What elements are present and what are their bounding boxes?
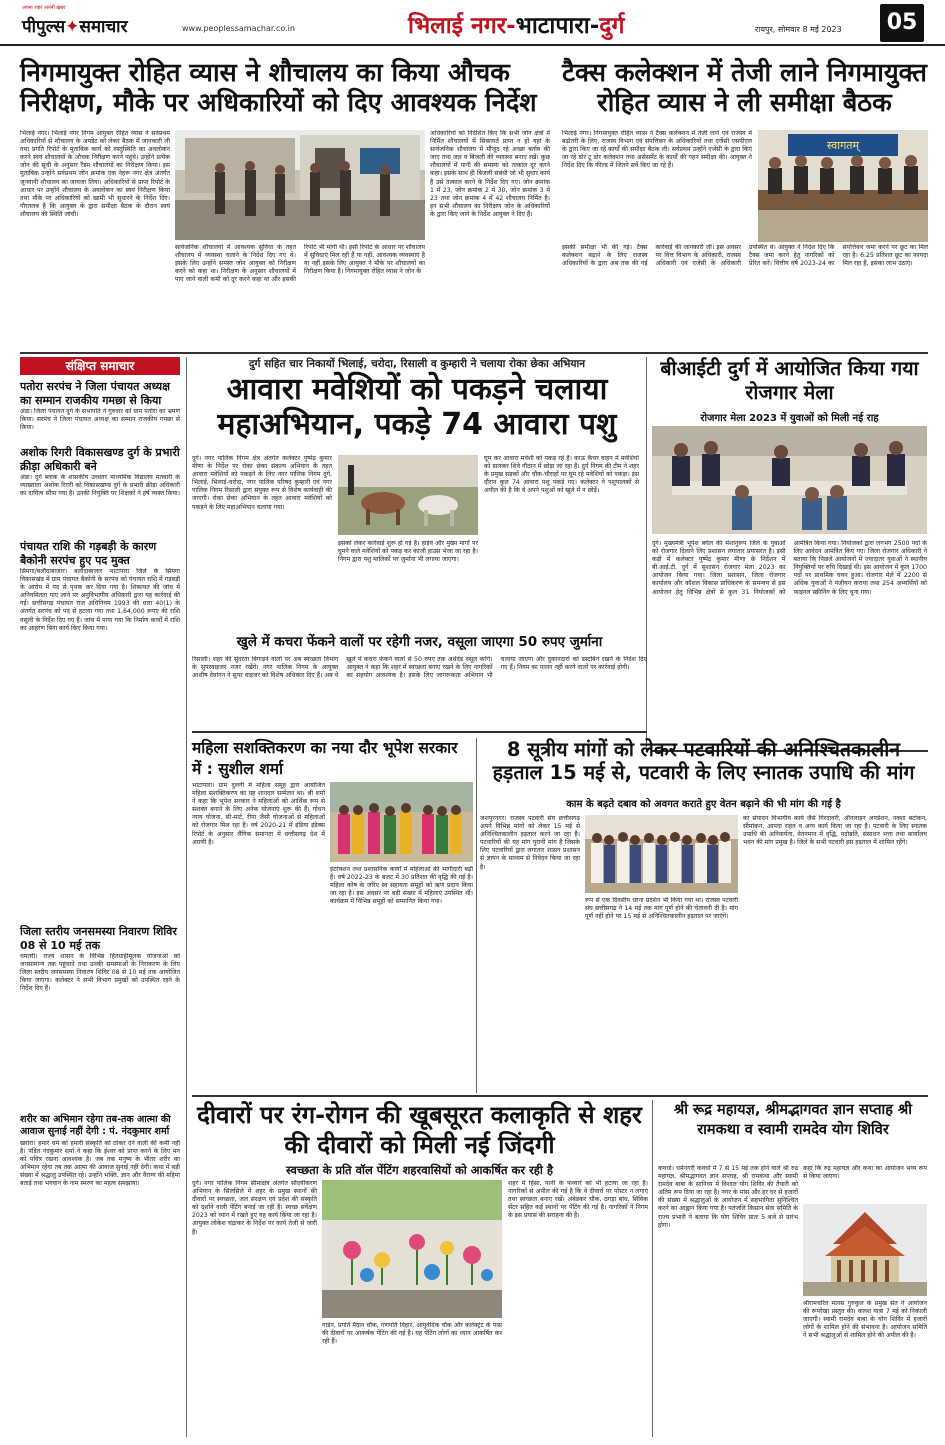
story8-text-c: शहर में हिंसा, पानी के फव्वारे को भी हटाया जा रहा है। नागरिकों से अपील की गई है कि वे दीवारों पर पोस्टर न लगाएं तथा स्वच्छता बनाए रखें। अंबेडकर चौक, ठगड़ा बांध, सिविक सेंटर सहित कई स्थानों पर पेंटिंग की गई है। नागरिकों ने निगम के इस प्रयास की सराहना की है। [508, 1180, 648, 1220]
section-city-2: भाटापारा- [515, 13, 600, 39]
brief2-headline[interactable]: अशोक रिगरी विकासखण्ड दुर्ग के प्रभारी क्रीड़ा अधिकारी बने [20, 446, 180, 473]
story8-subhead: स्वच्छता के प्रति वॉल पेंटिंग शहरवासियों को आकर्षित कर रही है [286, 1163, 553, 1177]
brief3-text: सिमगा/बलौदाबाजार। बलौदाबाजार भाटापारा जिले के सिमगा विकासखंड में ग्राम पंचायत बैकोनी के सरपंच को पंचायत राशि में गड़बड़ी के आरोप में पद से पृथक कर दिया गया है। शिकायत की जांच में अनियमितता पाए जाने पर अनुविभागीय अधिकारी द्वारा यह कार्रवाई की गई। छत्तीसगढ़ पंचायत राज अधिनियम 1993 की धारा 40(1) के अंतर्गत सरपंच को पद से हटाया गया तथा 1,64,000 रूपए की राशि वसूली के निर्देश दिए गए हैं। जांच में पाया गया कि निर्माण कार्यों में राशि का आहरण बिना कार्य किए किया गया। [20, 568, 180, 632]
brief4-text: धमतरी। राज्य शासन के विभिन्न हितग्राहीमूलक योजनाओं को जनसामान्य तक पहुंचाने तथा उनकी समस्याओं के निराकरण के लिए जिला स्तरीय जनसमस्या निवारण शिविर 08 से 10 मई तक आयोजित किया जाएगा। कलेक्टर ने सभी विभाग प्रमुखों को उपस्थित रहने के निर्देश दिए हैं। [20, 953, 180, 993]
story5-headline[interactable]: खुले में कचरा फेंकने वालों पर रहेगी नजर, वसूला जाएगा 50 रुपए जुर्माना [236, 634, 603, 650]
story1-text-b: सार्वजनिक शौचालयों में आवश्यक सुविधा के तहत शौचालय में व्यवस्था चलाने के निर्देश दिए गए थे। इसके लिए उन्होंने समस्त जोन आयुक्त को निरीक्षण करने को कहा था। निरीक्षण के अनुसार शौचालयों में पाए जाने वाली कमी को दूर करने कहा था और इसकी रिपोर्ट भी मांगी थी। इसी रिपोर्ट के आधार पर शौचालय में सुविधाएं मिल रही हैं या नहीं, आवश्यक व्यवस्थाएं है या नहीं इसके लिए आयुक्त ने मौके पर शौचालयों का निरीक्षण किया है। निगमायुक्त रोहित व्यास ने जोन के [175, 244, 425, 284]
brief-news-banner: संक्षिप्त समाचार [20, 357, 180, 375]
story1-headline[interactable]: निगमायुक्त रोहित व्यास ने शौचालय का किया औचक निरीक्षण, मौके पर अधिकारियों को दिए आवश्यक निर्देश [20, 58, 537, 119]
column-divider [476, 738, 477, 1093]
story4-subhead: रोजगार मेला 2023 में युवाओं को मिली नई राह [700, 413, 879, 424]
story9-text-c: श्रीरामचरित मानस गुरुकुल के प्रमुख संत ने आयोजन की रूपरेखा प्रस्तुत की। कलश यात्रा 7 मई को निकाली जाएगी। स्वामी रामदेव बाबा के योग शिविर में हजारों लोगों के शामिल होने की संभावना है। आयोजन समिति ने सभी श्रद्धालुओं से शामिल होने की अपील की है। [803, 1300, 927, 1340]
story3-headline[interactable]: आवारा मवेशियों को पकड़ने चलाया महाअभियान, पकड़े 74 आवारा पशु [217, 372, 617, 443]
page-number: 05 [880, 4, 924, 42]
story6-photo [330, 782, 473, 862]
story1-text-c: अधिकारियों को निर्देशित किए कि सभी जोन क्षेत्रों में निर्मित शौचालयों में सिकायतें प्राप्त न हों यहां के सार्वजनिक शौचालय में मौजूद रहे अच्छा बर्ताव की जाए तथा जल व बिजली की व्यवस्था बनाए रखें। कुछ शौचालयों में पानी की समस्या को तत्काल दूर करने कहा। इसके साथ ही बिजली संबंधी जो भी सुधार कार्य है उसे तत्काल करने के निर्देश दिए गए। जोन क्रमांक 1 में 23, जोन क्रमांक 2 में 30, जोन क्रमांक 3 में 23 तथा जोन क्रमांक 4 में 42 शौचालय निर्मित है। इन सभी शौचालय का निरीक्षण जोन के अधिकारियों के द्वारा किए जाने के निर्देश आयुक्त ने दिए हैं। [430, 130, 550, 218]
story8-photo [322, 1180, 502, 1318]
section-city-1: भिलाई नगर- [408, 13, 516, 39]
logo-tagline: अपना शहर अपनी ख़बर [22, 5, 66, 11]
newspaper-logo[interactable] [22, 5, 128, 37]
brief2-text: अंडा। दुर्ग ब्लाक के शासकीय उच्चतर माध्यमिक विद्यालय मतवारी के व्याख्याता अशोक रिगरी को विकासखण्ड दुर्ग के प्रभारी क्रीड़ा अधिकारी का दायित्व सौंपा गया है। उनकी नियुक्ति पर शिक्षकों ने हर्ष व्यक्त किया। [20, 474, 180, 498]
logo-right: समाचार [79, 17, 128, 37]
website-link[interactable]: www.peoplessamachar.co.in [182, 24, 295, 33]
story8-text-a: दुर्ग। नगर पालिक निगम सीमाक्षेत्र अंतर्गत सौंदर्यीकरण अभियान के सिलसिले में शहर के प्रमुख स्थानों की दीवारों पर स्वच्छता, जल संरक्षण एवं प्रदेश की संस्कृति को दर्शाने वाली पेंटिंग बनाई जा रही है। स्वच्छ सर्वेक्षण 2023 को ध्यान में रखते हुए यह कार्य किया जा रहा है। आयुक्त लोकेश चंद्राकर के निर्देश पर कार्य तेजी से जारी है। [192, 1180, 317, 1236]
story3-text-c: घूम कर आवारा मवेशी को पकड़ रहे हैं। काऊ कैचर वाहन में मवेशियों को डालकर शिवे गौठान में छोड़ा जा रहा है। दुर्ग निगम की टीम ने शहर के प्रमुख सड़कों और चौक-चौराहों पर घूम रहे मवेशियों को पकड़ा। इस दौरान कुल 74 आवारा पशु पकड़े गए। कलेक्टर ने पशुपालकों से अपील की है कि वे अपने पशुओं को खुले में न छोड़ें। [484, 455, 639, 495]
column-divider [652, 1100, 653, 1437]
story8-headline[interactable]: दीवारों पर रंग-रोगन की खूबसूरत कलाकृति से शहर की दीवारों को मिली नई जिंदगी [197, 1101, 642, 1159]
story6-text-b: इंटरेक्शन तथा प्रशासनिक कार्यों में महिलाओं की भागीदारी बढ़ी है। वर्ष 2022-23 के बजट में 30 प्रतिशत की वृद्धि की गई है। महिला कोष के जरिए स्व सहायता समूहों को ऋण प्रदान किया जा रहा है। इस अवसर पर बड़ी संख्या में महिलाएं उपस्थित थीं। कार्यक्रम में विभिन्न समूहों को सम्मानित किया गया। [330, 866, 473, 906]
story5-text: रिसाली। शहर की सुंदरता बिगाड़ने वालों पर अब स्वच्छता विभाग के सुपरवाइजर नजर रखेंगे। नगर पालिक निगम के आयुक्त आशीष देवांगन ने सुपर वाइजर को विशेष अधिकार दिए हैं। अब ये खुले में कचरा फेंकने वालों से 50 रुपए तक अर्थदंड वसूल करेंगे। आयुक्त ने कहा कि शहर में स्वच्छता बनाए रखने के लिए नागरिकों का सहयोग आवश्यक है। इसके लिए जागरूकता अभियान भी चलाया जाएगा और दुकानदारों को डस्टबिन रखने के निर्देश दिए गए हैं। नियम का पालन नहीं करने वालों पर कार्रवाई होगी। [192, 656, 647, 680]
story7-text-a: जशपुरनगर। राजस्व पटवारी संघ छत्तीसगढ़ अपने विभिन्न मांगों को लेकर 15 मई से अनिश्चितकालीन हड़ताल करने जा रहा है। पटवारियों की यह मांग पुरानी मांग है जिसके लिए पटवारियों द्वारा लगातार शासन प्रशासन से ज्ञापन के माध्यम से निवेदन किया जा रहा है। [480, 815, 580, 871]
story3-kicker: दुर्ग सहित चार निकायों भिलाई, चरोदा, रिसाली व कुम्हारी ने चलाया रोका छेका अभियान [248, 358, 586, 370]
story7-text-b: रूप से एक दिवसीय धरना प्रदर्शन भी किया गया था। राजस्व पटवारी संघ छत्तीसगढ़ ने 14 मई तक मांग पूर्ण होने की चेतावनी दी है। मांग पूर्ण नहीं होने पर 15 मई से अनिश्चितकालीन हड़ताल पर जाएंगे। [585, 897, 738, 921]
section-title [408, 8, 624, 40]
brief5-text: खरोरा। हमारे धर्म को हमारी संस्कृति को ठोकर देने वाली की कमी नहीं है। पंडित नंदकुमार शर्मा ने कहा कि ईश्वर को प्राप्त करने के लिए मन को पवित्र रखना आवश्यक है। जब तक मनुष्य के भीतर शरीर का अभिमान रहेगा तब तक आत्मा की आवाज सुनाई नहीं देगी। कथा में बड़ी संख्या में श्रद्धालु उपस्थित रहे। उन्होंने भक्ति, ज्ञान और वैराग्य की महिमा बताई तथा भगवान के नाम स्मरण का महत्व समझाया। [20, 1140, 180, 1188]
story4-headline[interactable]: बीआईटी दुर्ग में आयोजित किया गया रोजगार मेला [660, 357, 919, 404]
story1-photo [175, 130, 425, 240]
story3-photo [338, 455, 478, 535]
story9-text-b: कहा कि रुद्र महायज्ञ और कथा का आयोजन भव्य रूप से किया जाएगा। [803, 1165, 927, 1181]
story6-headline[interactable]: महिला सशक्तिकरण का नया दौर भूपेश सरकार में : सुशील शर्मा [192, 739, 458, 778]
dateline: रायपुर, सोमवार 8 मई 2023 [755, 25, 842, 34]
story2-text-b: इसकी समीक्षा भी की गई। टैक्स कलेक्शन बढ़ाने के लिए राजस्व अधिकारियों के द्वारा अब तक की गई कार्रवाई की जानकारी ली। इस अवसर पर वित्त विभाग के अधिकारी, राजस्व अधिकारी एवं एजेंसी के अधिकारी उपस्थित थे। आयुक्त ने निर्देश दिए कि टैक्स जमा करने हेतु नागरिकों को प्रेरित करें। वित्तीय वर्ष 2023-24 का संपत्तिकर जमा करने पर छूट का मिल रहा है। 6.25 प्रतिशत छूट का फायदा मिल रहा है, इसका लाभ उठाएं। [562, 244, 928, 268]
brief3-headline[interactable]: पंचायत राशि की गड़बड़ी के कारण बैकोनी सरपंच हुए पद मुक्त [20, 540, 157, 567]
story4-text: दुर्ग। मुख्यमंत्री भूपेश बघेल की मंशानुरूप जिले के युवाओं को रोजगार दिलाने लिए प्रशासन लगातार प्रयासरत है। इसी कड़ी में कलेक्टर पुष्पेंद्र कुमार मीणा के निर्देशन में बी.आई.टी. दुर्ग में सुशासन रोजगार मेला 2023 का आयोजन किया गया। जिला प्रशासन, जिला रोजगार कार्यालय और कौशल विकास प्राधिकरण के समन्वय से इस आयोजन हेतु विभिन्न क्षेत्रों से कुल 31 नियोजकों को आमंत्रित किया गया। नियोजकों द्वारा लगभग 2500 पदों के लिए आवेदन आमंत्रित किए गए। जिला रोजगार अधिकारी ने बताया कि पिछले आयोजनों में ज्यादातर युवाओं ने स्थानीय नियुक्तियों पर रुचि दिखाई थी। इस आयोजन में कुल 1700 पदों पर प्राथमिक चयन हुआ। रोजगार मेले में 2200 से अधिक युवाओं ने पंजीयन कराया तथा 254 अभ्यर्थियों को फाइनल स्क्रीनिंग के लिए चुना गया। [652, 540, 927, 596]
section-city-3: दुर्ग [599, 13, 625, 39]
story7-text-c: का संपादन विभागीय कार्य जैसे गिरदावरी, ऑनलाइन अपडेशन, नक्शा बटांकन, सीमांकन, आपदा राहत व अन्य कार्य किया जा रहा है। पटवारी के लिए स्नातक उपाधि की अनिवार्यता, वेतनमान में वृद्धि, पदोन्नति, संसाधन भत्ता तथा कार्यालय भवन की मांग प्रमुख है। जिले के सभी पटवारी इस हड़ताल में शामिल रहेंगे। [743, 815, 927, 847]
masthead [0, 0, 945, 46]
story3-text-b: इसको लेकर कार्रवाई शुरू हो गई है। हाईवे और मुख्य मार्गों पर घूमने वाले मवेशियों को पकड़ कर कांजी हाउस भेजा जा रहा है। निगम द्वारा पशु मालिकों पर जुर्माना भी लगाया जाएगा। [338, 540, 478, 564]
story4-photo [652, 426, 927, 534]
banner-text: स्वागतम् [826, 139, 860, 152]
logo-star-icon: ✦ [65, 17, 80, 37]
brief4-headline[interactable]: जिला स्तरीय जनसमस्या निवारण शिविर 08 से 10 मई तक [20, 925, 177, 952]
story9-text-a: कवर्धा। धर्मनगरी कवर्धा में 7 से 15 मई तक होने वाले श्री रुद्र महायज्ञ, श्रीमद्भागवत ज्ञान सप्ताह, श्री रामकथा और स्वामी रामदेव बाबा के सानिध्य में विशाल योग शिविर की तैयारी को अंतिम रूप दिया जा रहा है। नगर के मांस और हर घर से हजारों की संख्या में श्रद्धालुओं के आयोजन में सहभागिता सुनिश्चित करने का आह्वान किया गया है। पतंजलि किसान सेवा समिति के राज्य प्रभारी ने बताया कि योग शिविर प्रातः 5 बजे से प्रारंभ होगा। [658, 1165, 798, 1229]
column-divider [186, 357, 187, 1437]
section-divider [192, 731, 647, 733]
brief5-headline[interactable]: शरीर का अभिमान रहेगा तब-तक आत्मा की आवाज सुनाई नहीं देगी : पं. नंदकुमार शर्मा [20, 1114, 171, 1137]
story7-headline[interactable]: 8 सूत्रीय मांगों को लेकर पटवारियों की अनिश्चितकालीन हड़ताल 15 मई से, पटवारी के लिए स्नातक उपाधि की मांग [492, 738, 915, 784]
story9-headline[interactable]: श्री रूद्र महायज्ञ, श्रीमद्भागवत ज्ञान सप्ताह श्री रामकथा व स्वामी रामदेव योग शिविर [673, 1102, 913, 1138]
story3-text-a: दुर्ग। नगर पालिक निगम क्षेत्र अंतर्गत कलेक्टर पुष्पेंद्र कुमार मीणा के निर्देश पर रोका छेका संकल्प अभियान के तहत आवारा मवेशियों को पकड़ने के लिए नगर पालिक निगम दुर्ग, भिलाई, भिलाई-चरोदा, नगर पालिक परिषद कुम्हारी एवं नगर पालिक निगम रिसाली द्वारा संयुक्त रूप से विशेष कार्यवाही की जाएगी। रोका छेका अभियान के तहत आवारा मवेशियों को पकड़ने के लिए महाअभियान चलाया गया। [192, 455, 332, 511]
section-divider [192, 1095, 928, 1097]
story9-photo [803, 1204, 927, 1296]
logo-left: पीपुल्स [22, 17, 66, 37]
story8-text-b: गार्डन, प्रगति मैदान चौक, गणपति विहार, आयुर्वेदिक चौक और कलेक्ट्रेट के पास की दीवारों पर आकर्षक पेंटिंग की गई है। यह पेंटिंग लोगों का ध्यान आकर्षित कर रही हैं। [322, 1322, 502, 1346]
story7-photo [585, 815, 738, 893]
story6-text-a: भाटापारा। ग्राम दुलगी में महिला समूह द्वारा आयोजित महिला सशक्तिकरण का यह शानदार सम्मेलन था। श्री शर्मा ने कहा कि भूपेश सरकार ने महिलाओं को आर्थिक रूप से सशक्त बनाने के लिए अनेक योजनाएं शुरू की हैं। गोधन न्याय योजना, सी-मार्ट, रीपा जैसी योजनाओं से महिलाओं को रोजगार मिल रहा है। वर्ष 2020-21 में इंडिया इंडेक्स रिपोर्ट के अनुसार लैंगिक समानता में छत्तीसगढ़ देश में अग्रणी है। [192, 782, 325, 846]
brief1-headline[interactable]: पतोरा सरपंच ने जिला पंचायत अध्यक्ष का सम्मान राजकीय गमछा से किया [20, 380, 170, 407]
brief1-text: अंडा। जिला पंचायत दुर्ग के सभापति ने गुरुवार को ग्राम पतोरा का भ्रमण किया। सरपंच ने जिला पंचायत अध्यक्ष का सम्मान राजकीय गमछा से किया। [20, 408, 180, 432]
story2-photo [758, 130, 928, 242]
story2-headline[interactable]: टैक्स कलेक्शन में तेजी लाने निगमायुक्त रोहित व्यास ने ली समीक्षा बैठक [562, 58, 927, 119]
story7-subhead: काम के बढ़ते दबाव को अवगत कराते हुए वेतन बढ़ाने की भी मांग की गई है [566, 799, 841, 810]
story1-text-a: भिलाई नगर। भिलाई नगर निगम आयुक्त रोहित व्यास ने सर्वप्रथम अधिकारियों से शौचालय के अपडेट को लेकर बैठक में जानकारी ली तथा प्रगति रिपोर्ट के मुताबिक कार्य को वस्तुस्थिति का अवलोकन करने स्वयं शौचालयों के औचक निरीक्षण करने पहुंचे। उन्होंने प्रत्येक जोन की सूची के अनुसार रैंडम शौचालयों का निरीक्षण किया। इस मुताबिक उन्होंने सर्वप्रथम जोन क्रमांक एक नेहरू नगर क्षेत्र अंतर्गत जुनवानी शौचालय का जायजा लिया। अधिकारियों से प्राप्त रिपोर्ट के आधार पर उन्होंने शौचालय के अवलोकन का स्वयं निरीक्षण किया तथा मौके पर अधिकारियों को खामी भी सुधारने के निर्देश दिए। गौरतलब है कि आयुक्त के द्वारा समीक्षा बैठक के दौरान स्वयं शौचालय की स्थिति जांची। [20, 130, 170, 218]
story2-text-a: भिलाई नगर। निगमायुक्त रोहित व्यास ने टैक्स कलेक्शन में तेजी लाने एवं राजस्व में बढ़ोतरी के लिए, राजस्व विभाग एवं संपत्तिकर के अधिकारियों तथा एजेंसी एसपीएल के द्वारा किए जा रहे कार्यों की समीक्षा बैठक ली। सर्वप्रथम उन्होंने एजेंसी के द्वारा किए जा रहे डोर टू डोर कलेक्शन तथा असेसमेंट के कार्यों की गहन समीक्षा की। आयुक्त ने निर्देश दिए कि फील्ड में जितने सर्वे किए जा रहे हैं। [562, 130, 752, 170]
section-divider [20, 352, 928, 354]
